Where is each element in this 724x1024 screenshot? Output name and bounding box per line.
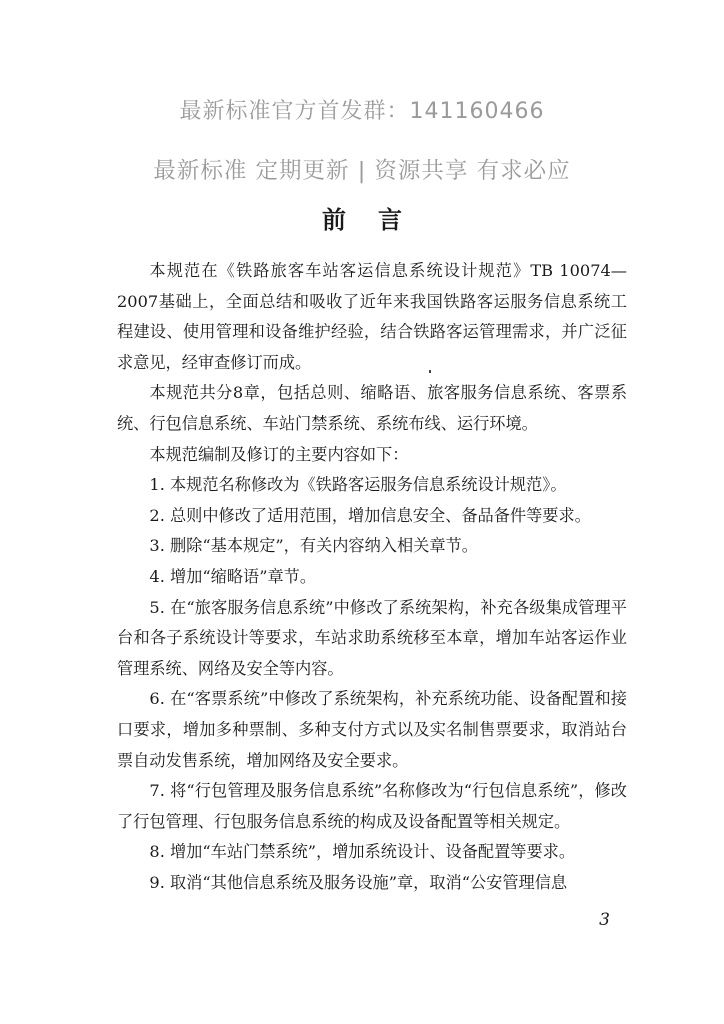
scan-speck bbox=[429, 370, 431, 373]
body-text bbox=[117, 256, 627, 898]
list-item-6: 6. 在“客票系统”中修改了系统架构，补充系统功能、设备配置和接口要求，增加多种票制、多种支付方式以及实名制售票要求，取消站台票自动发售系统，增加网络及安全要求。 bbox=[117, 689, 627, 770]
list-item-2: 2. 总则中修改了适用范围，增加信息安全、备品备件等要求。 bbox=[149, 505, 591, 525]
paragraph-revisions-heading: 本规范编制及修订的主要内容如下： bbox=[149, 444, 409, 464]
paragraph-intro: 本规范在《铁路旅客车站客运信息系统设计规范》TB 10074—2007基础上，全面总结和吸收了近年来我国铁路客运服务信息系统工程建设、使用管理和设备维护经验，结合铁路客运管理需求，并广泛征求意见，经审查修订而成。 bbox=[117, 261, 627, 372]
list-item-8: 8. 增加“车站门禁系统”，增加系统设计、设备配置等要求。 bbox=[149, 842, 576, 862]
list-item-5: 5. 在“旅客服务信息系统”中修改了系统架构，补充各级集成管理平台和各子系统设计等要求，车站求助系统移至本章，增加车站客运作业管理系统、网络及安全等内容。 bbox=[117, 597, 627, 678]
list-item-7: 7. 将“行包管理及服务信息系统”名称修改为“行包信息系统”，修改了行包管理、行包服务信息系统的构成及设备配置等相关规定。 bbox=[117, 781, 627, 831]
list-item-1: 1. 本规范名称修改为《铁路客运服务信息系统设计规范》。 bbox=[149, 475, 567, 495]
page-number: 3 bbox=[599, 910, 610, 930]
list-item-9: 9. 取消“其他信息系统及服务设施”章，取消“公安管理信息 bbox=[149, 872, 568, 892]
page-title: 前言 bbox=[322, 206, 434, 234]
watermark-slogan: 最新标准 定期更新 | 资源共享 有求必应 bbox=[153, 158, 571, 184]
list-item-3: 3. 删除“基本规定”，有关内容纳入相关章节。 bbox=[149, 536, 478, 556]
paragraph-chapters: 本规范共分8章，包括总则、缩略语、旅客服务信息系统、客票系统、行包信息系统、车站门禁系统、系统布线、运行环境。 bbox=[117, 383, 627, 433]
watermark-group-number: 最新标准官方首发群：141160466 bbox=[179, 99, 545, 124]
list-item-4: 4. 增加“缩略语”章节。 bbox=[149, 566, 317, 586]
